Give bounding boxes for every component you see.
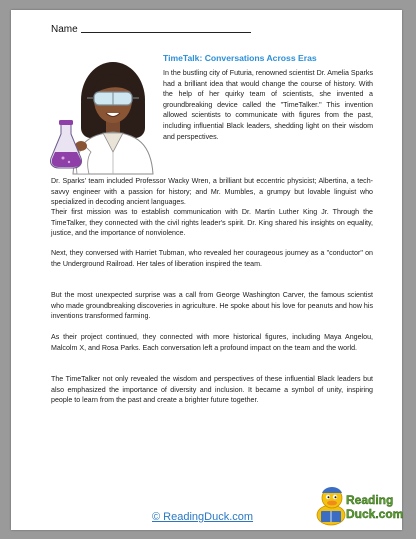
logo-text-line1: Reading	[346, 493, 394, 507]
scientist-illustration	[51, 54, 155, 174]
story-title: TimeTalk: Conversations Across Eras	[163, 53, 317, 63]
story-paragraph: The TimeTalker not only revealed the wisdom and perspectives of these influential Black leaders but also emphasized the importance of diversity and inclusion. It became a symbol of unity, inspiring people to learn from the past and create a brighter future together.	[51, 375, 373, 405]
name-line[interactable]	[81, 32, 251, 33]
reading-duck-logo[interactable]	[313, 483, 404, 527]
story-paragraph: In the bustling city of Futuria, renowned scientist Dr. Amelia Sparks had a brilliant idea that would change the course of history. With the help of her quirky team of scientists, she invented a groundbreaking device called the "TimeTalker." This invention allowed scientists to communicate with figures from the past, including influential Black leaders, shedding light on their wisdom and perspectives.	[163, 69, 373, 141]
story-paragraph: But the most unexpected surprise was a call from George Washington Carver, the famous scientist who made groundbreaking discoveries in agriculture. He spoke about his love for peanuts and how his inventions transformed farming.	[51, 291, 373, 321]
story-paragraph: As their project continued, they connected with more historical figures, including Maya Angelou, Malcolm X, and Rosa Parks. Each conversation left a profound impact on the team and the world.	[51, 333, 373, 352]
name-label: Name	[51, 24, 78, 35]
logo-text-line2: Duck.com	[346, 507, 404, 521]
worksheet-page	[11, 10, 402, 530]
story-paragraph: Their first mission was to establish communication with Dr. Martin Luther King Jr. Through the TimeTalker, they connected with the civil rights leader's spirit. Dr. King shared his insights on equality, justice, and the importance of nonviolence.	[51, 208, 373, 238]
readingduck-link[interactable]: © ReadingDuck.com	[152, 511, 254, 523]
story-paragraph: Next, they conversed with Harriet Tubman, who revealed her courageous journey as a "conductor" on the Underground Railroad. Her tales of liberation inspired the team.	[51, 249, 373, 268]
story-paragraph: Dr. Sparks' team included Professor Wacky Wren, a brilliant but eccentric physicist; Albertina, a tech-savvy engineer with a passion for history; and Mr. Mumbles, a grumpy but lovable linguist who specialized in decoding ancient languages.	[51, 177, 373, 207]
name-field-row	[51, 24, 251, 35]
